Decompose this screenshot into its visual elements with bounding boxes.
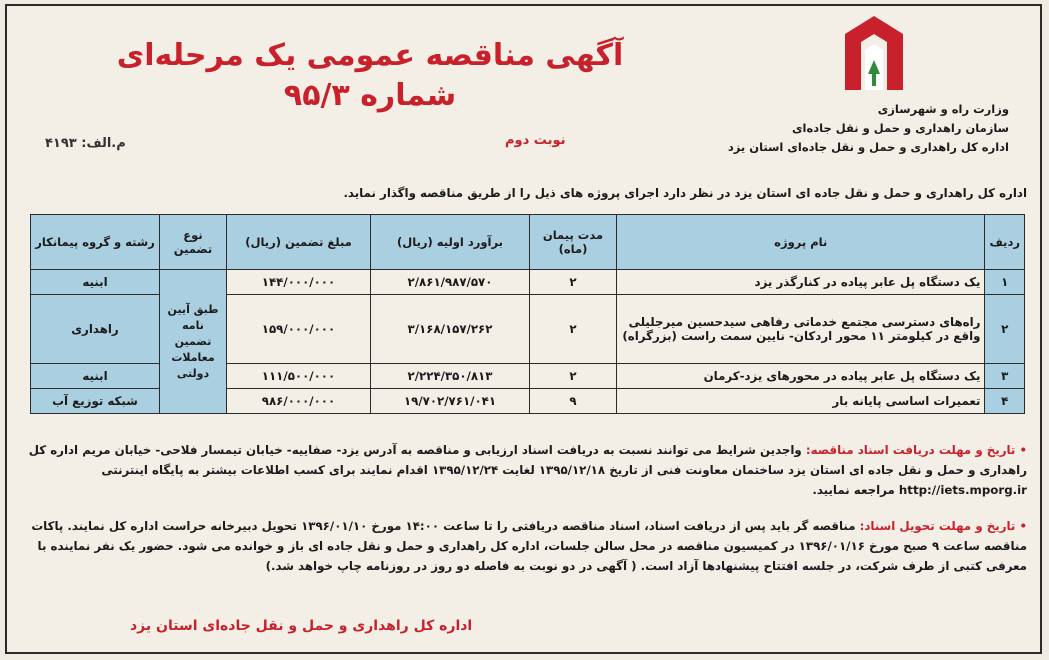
cell-guarantee: ۱۴۴/۰۰۰/۰۰۰ bbox=[227, 270, 371, 295]
header-guarantee-type: نوع تضمین bbox=[160, 215, 227, 270]
cell-estimate: ۲/۲۲۴/۳۵۰/۸۱۳ bbox=[371, 364, 530, 389]
org-line-ministry: وزارت راه و شهرسازی bbox=[877, 102, 1009, 116]
cell-row-number: ۴ bbox=[985, 389, 1025, 414]
cell-row-number: ۳ bbox=[985, 364, 1025, 389]
notice-title bbox=[110, 36, 630, 116]
reference-number: م.الف: ۴۱۹۳ bbox=[45, 136, 126, 151]
projects-table bbox=[30, 214, 1025, 414]
organization-block bbox=[728, 100, 1009, 157]
org-line-directorate: اداره کل راهداری و حمل و نقل جاده‌ای استان یزد bbox=[727, 140, 1009, 154]
header-row-number: ردیف bbox=[985, 215, 1025, 270]
cell-estimate: ۲/۸۶۱/۹۸۷/۵۷۰ bbox=[371, 270, 530, 295]
deliver-heading: • تاریخ و مهلت تحویل اسناد: bbox=[859, 519, 1027, 533]
intro-text: اداره کل راهداری و حمل و نقل جاده ای استان یزد در نظر دارد اجرای پروژه های ذیل را از طریق مناقصه واگذار نماید. bbox=[343, 186, 1027, 200]
header-contractor-group: رشته و گروه پیمانکار bbox=[31, 215, 160, 270]
cell-guarantee: ۱۵۹/۰۰۰/۰۰۰ bbox=[227, 295, 371, 364]
cell-guarantee-type: طبق آیین نامه تضمین معاملات دولتی bbox=[160, 270, 227, 414]
cell-row-number: ۱ bbox=[985, 270, 1025, 295]
deliver-documents-paragraph bbox=[22, 516, 1027, 576]
cell-duration: ۲ bbox=[530, 364, 617, 389]
road-maintenance-logo bbox=[839, 12, 909, 94]
deliver-body: مناقصه گر باید پس از دریافت اسناد، اسناد مناقصه دریافتی را تا ساعت ۱۴:۰۰ مورخ ۱۳۹۶/۰۱/۱۰ تحویل دبیرخانه حراست اداره کل نمایند. پاکات مناقصه ساعت ۹ صبح مورخ ۱۳۹۶/۰۱/۱۶ در کمیسیون مناقصه در محل سالن جلسات، اداره کل راهداری و حمل و نقل جاده ای باز و خوانده می شود. حضور یک نفر نماینده با معرفی کتبی از طرف شرکت، در جلسه افتتاح پیشنهادها آزاد است. ( آگهی در دو نوبت به فاصله دو روز در روزنامه چاپ خواهد شد.) bbox=[31, 519, 1027, 573]
title-line-2: شماره ۹۵/۳ bbox=[283, 78, 457, 113]
cell-project-name: یک دستگاه پل عابر پیاده در کنارگذر یزد bbox=[617, 270, 985, 295]
cell-project-name: تعمیرات اساسی پایانه بار bbox=[617, 389, 985, 414]
cell-duration: ۲ bbox=[530, 295, 617, 364]
cell-project-name: یک دستگاه پل عابر پیاده در محورهای یزد-کرمان bbox=[617, 364, 985, 389]
cell-duration: ۹ bbox=[530, 389, 617, 414]
cell-contractor-group: ابنیه bbox=[31, 364, 160, 389]
header-duration: مدت پیمان (ماه) bbox=[530, 215, 617, 270]
turn-label: نوبت دوم bbox=[505, 133, 566, 148]
footer-signature: اداره کل راهداری و حمل و نقل جاده‌ای استان یزد bbox=[130, 618, 473, 634]
receive-documents-paragraph bbox=[22, 440, 1027, 500]
title-line-1: آگهی مناقصه عمومی یک مرحله‌ای bbox=[116, 38, 624, 73]
cell-duration: ۲ bbox=[530, 270, 617, 295]
cell-guarantee: ۱۱۱/۵۰۰/۰۰۰ bbox=[227, 364, 371, 389]
receive-body: واجدین شرایط می توانند نسبت به دریافت اسناد ارزیابی و مناقصه به آدرس یزد- صفاییه- خیابان تیمسار فلاحی- خیابان مریم اداره کل راهداری و حمل و نقل جاده ای استان یزد ساختمان معاونت فنی از تاریخ ۱۳۹۵/۱۲/۱۸ لغایت ۱۳۹۵/۱۲/۲۴ اقدام نمایند برای کسب اطلاعات بیشتر به پایگاه اینترنتی http://iets.mporg.ir مراجعه نمایید. bbox=[28, 443, 1027, 497]
table-row bbox=[31, 270, 1025, 295]
cell-guarantee: ۹۸۶/۰۰۰/۰۰۰ bbox=[227, 389, 371, 414]
cell-contractor-group: ابنیه bbox=[31, 270, 160, 295]
org-line-organization: سازمان راهداری و حمل و نقل جاده‌ای bbox=[791, 121, 1009, 135]
cell-contractor-group: راهداری bbox=[31, 295, 160, 364]
header-project-name: نام پروژه bbox=[617, 215, 985, 270]
cell-row-number: ۲ bbox=[985, 295, 1025, 364]
cell-project-name: راه‌های دسترسی مجتمع خدماتی رفاهی سیدحسین میرجلیلی واقع در کیلومتر ۱۱ محور اردکان- نایین سمت راست (بزرگراه) bbox=[617, 295, 985, 364]
cell-estimate: ۱۹/۷۰۲/۷۶۱/۰۴۱ bbox=[371, 389, 530, 414]
cell-estimate: ۳/۱۶۸/۱۵۷/۲۶۲ bbox=[371, 295, 530, 364]
header-estimate: برآورد اولیه (ریال) bbox=[371, 215, 530, 270]
table-header-row bbox=[31, 215, 1025, 270]
receive-heading: • تاریخ و مهلت دریافت اسناد مناقصه: bbox=[805, 443, 1027, 457]
cell-contractor-group: شبکه توزیع آب bbox=[31, 389, 160, 414]
header-guarantee: مبلغ تضمین (ریال) bbox=[227, 215, 371, 270]
